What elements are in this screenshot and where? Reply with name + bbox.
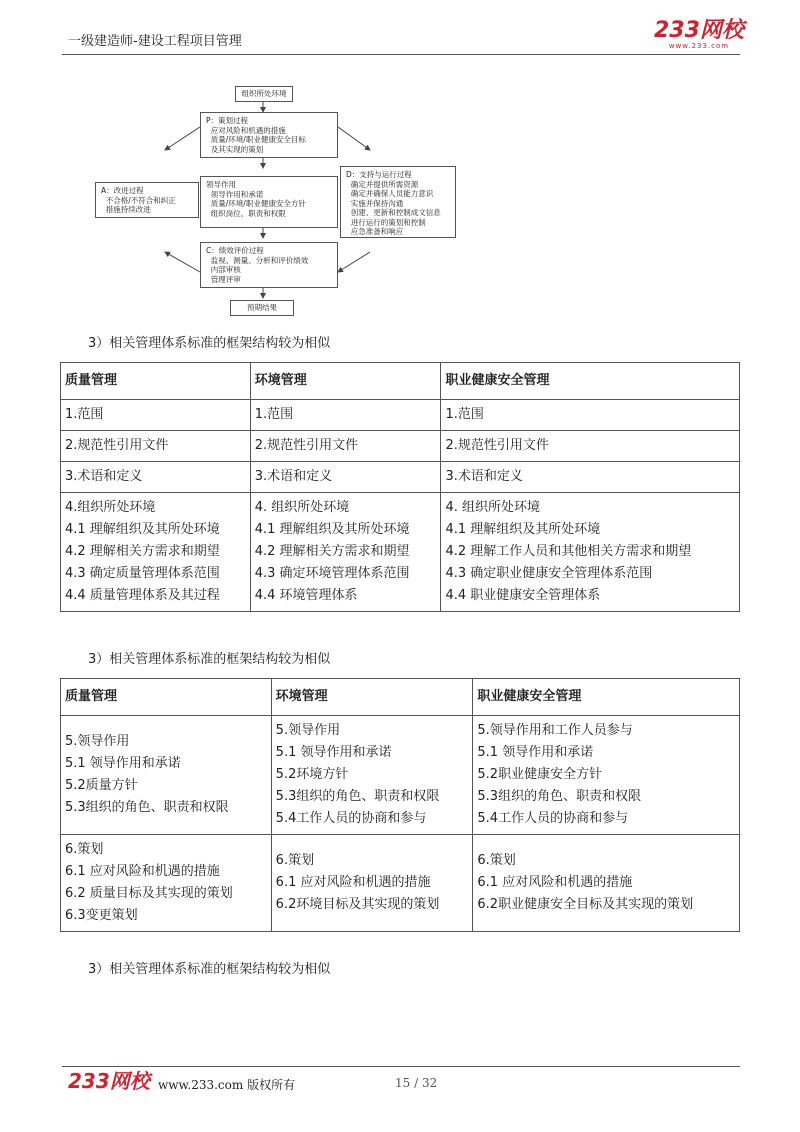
- cell-line: 4.4 质量管理体系及其过程: [65, 588, 220, 603]
- cell-line: 4. 组织所处环境: [445, 500, 540, 515]
- cell-line: 3.术语和定义: [65, 469, 143, 484]
- table-row: [61, 493, 740, 612]
- check-box: C：绩效评价过程 监视、测量、分析和评价绩效 内部审核 管理评审: [200, 242, 338, 288]
- cell-line: 4.3 确定职业健康安全管理体系范围: [445, 566, 653, 581]
- table-cell: [441, 400, 740, 431]
- document-header-title: 一级建造师-建设工程项目管理: [68, 34, 242, 49]
- cell-line: 5.2职业健康安全方针: [477, 767, 603, 782]
- table-cell: [61, 462, 251, 493]
- table-cell: [61, 493, 251, 612]
- cell-line: 2.规范性引用文件: [254, 438, 359, 453]
- table-header-row: [61, 679, 740, 716]
- cell-line: 5.4工作人员的协商和参与: [477, 811, 629, 826]
- cell-line: 1.范围: [65, 407, 104, 422]
- cell-line: 2.规范性引用文件: [65, 438, 169, 453]
- cell-line: 6.1 应对风险和机遇的措施: [65, 864, 220, 879]
- cell-line: 5.3组织的角色、职责和权限: [477, 789, 642, 804]
- table-row: [61, 400, 740, 431]
- cell-line: 2.规范性引用文件: [445, 438, 549, 453]
- cell-line: 1.范围: [254, 407, 294, 422]
- table-cell: [250, 493, 441, 612]
- table-cell: [473, 835, 740, 932]
- header-ohs: 职业健康安全管理: [441, 363, 740, 400]
- lead-box: 领导作用 领导作用和承诺 质量/环境/职业健康安全方针 组织岗位、职责和权限: [200, 176, 338, 228]
- cell-line: 5.1 领导作用和承诺: [65, 756, 181, 771]
- cell-line: 6.策划: [477, 853, 516, 868]
- cell-line: 1.范围: [445, 407, 484, 422]
- table-row: [61, 462, 740, 493]
- cell-line: 4.2 理解相关方需求和期望: [65, 544, 220, 559]
- header-environment: 环境管理: [271, 679, 473, 716]
- table-cell: [271, 716, 473, 835]
- logo-text: 233网校: [654, 18, 744, 43]
- header-environment: 环境管理: [250, 363, 441, 400]
- cell-line: 4.3 确定环境管理体系范围: [254, 566, 410, 581]
- cell-line: 5.3组织的角色、职责和权限: [275, 789, 440, 804]
- header-ohs: 职业健康安全管理: [473, 679, 740, 716]
- cell-line: 5.领导作用: [275, 723, 341, 738]
- cell-line: 5.1 领导作用和承诺: [275, 745, 392, 760]
- table-cell: [271, 835, 473, 932]
- table-cell: [61, 431, 251, 462]
- footer-copyright: www.233.com 版权所有: [158, 1078, 296, 1092]
- cell-line: 4.1 理解组织及其所处环境: [254, 522, 410, 537]
- pdca-diagram: [90, 82, 460, 322]
- table-header-row: [61, 363, 740, 400]
- table-cell: [250, 431, 441, 462]
- cell-line: 4. 组织所处环境: [254, 500, 350, 515]
- table-row: [61, 716, 740, 835]
- cell-line: 6.2 质量目标及其实现的策划: [65, 886, 233, 901]
- comparison-table-1: [60, 362, 740, 612]
- cell-line: 4.2 理解相关方需求和期望: [254, 544, 410, 559]
- caption-1: 3）相关管理体系标准的框架结构较为相似: [88, 336, 331, 351]
- table-cell: [250, 462, 441, 493]
- cell-line: 5.2环境方针: [275, 767, 349, 782]
- cell-line: 4.4 职业健康安全管理体系: [445, 588, 601, 603]
- header-quality: 质量管理: [61, 679, 272, 716]
- cell-line: 4.组织所处环境: [65, 500, 156, 515]
- cell-line: 5.1 领导作用和承诺: [477, 745, 594, 760]
- header-quality: 质量管理: [61, 363, 251, 400]
- caption-2: 3）相关管理体系标准的框架结构较为相似: [88, 652, 331, 667]
- caption-3: 3）相关管理体系标准的框架结构较为相似: [88, 962, 331, 977]
- table-row: [61, 835, 740, 932]
- cell-line: 3.术语和定义: [445, 469, 523, 484]
- cell-line: 5.4工作人员的协商和参与: [275, 811, 427, 826]
- table-cell: [250, 400, 441, 431]
- cell-line: 6.策划: [275, 853, 315, 868]
- cell-line: 3.术语和定义: [254, 469, 333, 484]
- act-box: A：改进过程 不合格/不符合和纠正 措施持续改进: [95, 182, 199, 218]
- comparison-table-2: [60, 678, 740, 932]
- table-cell: [61, 835, 272, 932]
- cell-line: 6.1 应对风险和机遇的措施: [477, 875, 633, 890]
- result-box: 预期结果: [230, 300, 294, 316]
- cell-line: 4.2 理解工作人员和其他相关方需求和期望: [445, 544, 692, 559]
- cell-line: 4.1 理解组织及其所处环境: [445, 522, 601, 537]
- logo-url: www.233.com: [668, 42, 730, 50]
- table-cell: [473, 716, 740, 835]
- cell-line: 4.1 理解组织及其所处环境: [65, 522, 220, 537]
- cell-line: 4.3 确定质量管理体系范围: [65, 566, 220, 581]
- cell-line: 6.2职业健康安全目标及其实现的策划: [477, 897, 694, 912]
- footer-logo: 233网校: [68, 1069, 150, 1093]
- do-box: D：支持与运行过程 确定并提供所需资源 确定并确保人员能力意识 实施并保持沟通 创建、更新和控制成文信息 进行运行的策划和控制 应急准备和响应: [340, 166, 456, 238]
- cell-line: 5.3组织的角色、职责和权限: [65, 800, 229, 815]
- cell-line: 5.领导作用和工作人员参与: [477, 723, 633, 738]
- header-logo: [654, 20, 744, 50]
- page-number: 15 / 32: [395, 1076, 438, 1090]
- cell-line: 5.领导作用: [65, 734, 130, 749]
- table-cell: [441, 431, 740, 462]
- cell-line: 6.2环境目标及其实现的策划: [275, 897, 440, 912]
- plan-box: P：策划过程 应对风险和机遇的措施 质量/环境/职业健康安全目标 及其实现的策划: [200, 112, 338, 158]
- cell-line: 6.1 应对风险和机遇的措施: [275, 875, 431, 890]
- table-cell: [441, 462, 740, 493]
- footer-rule: [62, 1066, 740, 1067]
- cell-line: 5.2质量方针: [65, 778, 138, 793]
- table-cell: [61, 716, 272, 835]
- cell-line: 6.3变更策划: [65, 908, 138, 923]
- cell-line: 6.策划: [65, 842, 104, 857]
- header-rule: [62, 54, 740, 55]
- cell-line: 4.4 环境管理体系: [254, 588, 358, 603]
- env-box: 组织所处环境: [235, 86, 293, 102]
- table-cell: [441, 493, 740, 612]
- table-row: [61, 431, 740, 462]
- table-cell: [61, 400, 251, 431]
